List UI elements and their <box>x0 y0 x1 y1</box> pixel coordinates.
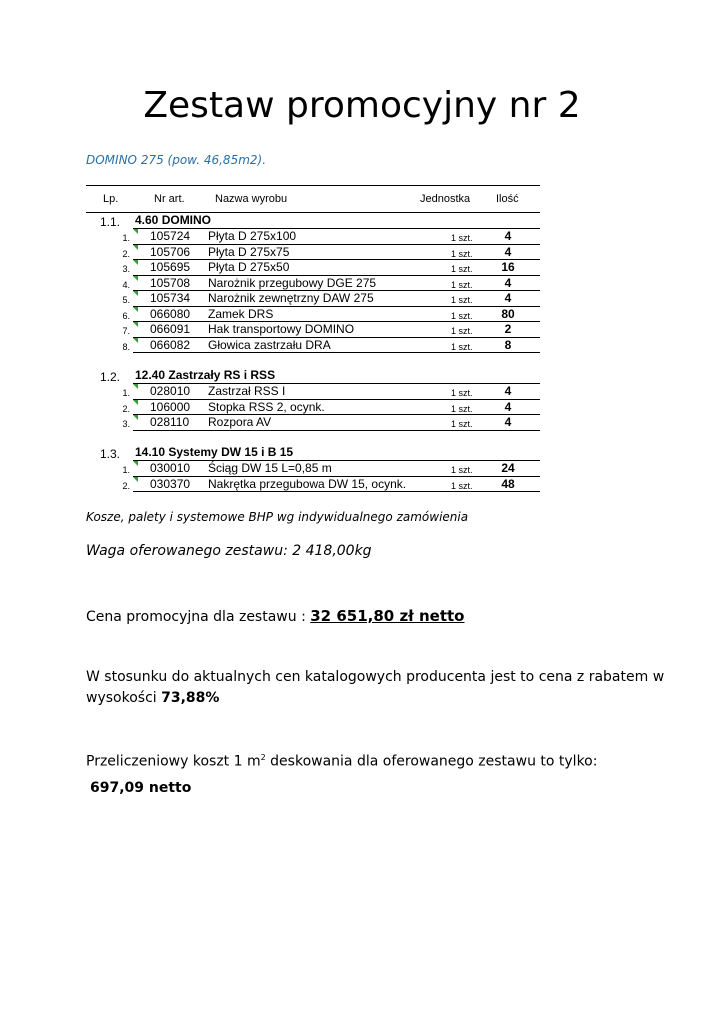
row-top-rule <box>133 244 540 245</box>
row-ilosc: 4 <box>504 244 512 259</box>
row-nr-art: 066091 <box>150 322 191 336</box>
row-top-rule <box>133 337 540 338</box>
row-top-rule <box>133 383 540 384</box>
group-bottom-rule <box>133 352 540 353</box>
table-top-rule <box>86 185 540 186</box>
row-lp: 8. <box>122 341 130 352</box>
row-nazwa: Nakrętka przegubowa DW 15, ocynk. <box>208 476 407 491</box>
row-jednostka: 1 szt. <box>451 264 473 274</box>
price-line <box>86 606 464 628</box>
row-nazwa: Narożnik przegubowy DGE 275 <box>208 275 377 290</box>
group-number: 1.3. <box>100 447 121 461</box>
row-nazwa: Płyta D 275x75 <box>208 244 290 259</box>
row-nr-art: 030010 <box>150 461 191 475</box>
row-ilosc: 4 <box>504 291 512 305</box>
group-bottom-rule <box>133 491 540 492</box>
row-nazwa: Płyta D 275x100 <box>208 229 297 243</box>
row-nr-art: 028010 <box>150 384 191 398</box>
row-marker-icon <box>133 260 138 265</box>
group-bottom-rule <box>133 430 540 431</box>
row-marker-icon <box>133 307 138 312</box>
row-marker-icon <box>133 276 138 281</box>
row-jednostka: 1 szt. <box>451 388 473 398</box>
row-marker-icon <box>133 415 138 420</box>
row-nazwa: Zastrzał RSS I <box>208 384 286 398</box>
row-ilosc: 4 <box>504 229 512 243</box>
row-top-rule <box>133 399 540 400</box>
row-ilosc: 4 <box>504 384 512 398</box>
row-nazwa: Stopka RSS 2, ocynk. <box>208 399 325 414</box>
cost-superscript: 2 <box>260 753 266 762</box>
row-jednostka: 1 szt. <box>451 403 473 414</box>
row-nr-art: 106000 <box>150 399 191 414</box>
row-nr-art: 066082 <box>150 337 191 352</box>
row-lp: 5. <box>122 295 130 305</box>
row-marker-icon <box>133 229 138 234</box>
row-nazwa: Zamek DRS <box>208 306 274 321</box>
cost-prefix: Przeliczeniowy koszt 1 m <box>86 753 261 770</box>
subtitle: DOMINO 275 (pow. 46,85m2). <box>86 153 267 167</box>
row-marker-icon <box>133 322 138 327</box>
header-nazwa: Nazwa wyrobu <box>215 193 288 205</box>
row-ilosc: 24 <box>501 461 515 475</box>
row-lp: 2. <box>122 403 130 414</box>
row-nazwa: Głowica zastrzału DRA <box>208 337 331 352</box>
row-marker-icon <box>133 338 138 343</box>
row-ilosc: 2 <box>504 322 512 336</box>
row-jednostka: 1 szt. <box>451 248 473 259</box>
row-nr-art: 066080 <box>150 306 191 321</box>
row-jednostka: 1 szt. <box>451 341 473 352</box>
discount-line1: W stosunku do aktualnych cen katalogowych producenta jest to cena z rabatem w <box>86 669 665 685</box>
cost-value: 697,09 netto <box>90 780 192 796</box>
discount-prefix: wysokości <box>86 690 162 706</box>
row-nazwa: Rozpora AV <box>208 415 272 429</box>
row-ilosc: 80 <box>501 306 515 321</box>
row-top-rule <box>133 228 540 229</box>
row-lp: 7. <box>122 326 130 336</box>
row-nr-art: 030370 <box>150 476 191 491</box>
row-marker-icon <box>133 245 138 250</box>
discount-line2 <box>86 688 664 709</box>
row-nazwa: Hak transportowy DOMINO <box>208 322 355 336</box>
header-ilosc: Ilość <box>496 193 519 205</box>
row-ilosc: 16 <box>501 260 515 274</box>
group-name: 14.10 Systemy DW 15 i B 15 <box>135 445 294 459</box>
row-marker-icon <box>133 477 138 482</box>
row-lp: 3. <box>122 419 130 429</box>
group-number: 1.1. <box>100 215 121 229</box>
note: Kosze, palety i systemowe BHP wg indywidualnego zamówienia <box>86 510 469 524</box>
row-nr-art: 105734 <box>150 291 191 305</box>
row-lp: 3. <box>122 264 130 274</box>
price-label: Cena promocyjna dla zestawu : <box>86 609 311 625</box>
row-ilosc: 8 <box>504 337 512 352</box>
price-value: 32 651,80 zł netto <box>310 607 465 625</box>
header-jednostka: Jednostka <box>420 193 471 205</box>
discount-value: 73,88% <box>161 690 220 706</box>
row-top-rule <box>133 259 540 260</box>
row-jednostka: 1 szt. <box>451 279 473 290</box>
group-number: 1.2. <box>100 370 121 384</box>
weight-text: Waga oferowanego zestawu: 2 418,00kg <box>86 543 372 559</box>
row-top-rule <box>133 414 540 415</box>
row-jednostka: 1 szt. <box>451 310 473 321</box>
row-marker-icon <box>133 384 138 389</box>
group-name: 12.40 Zastrzały RS i RSS <box>135 368 276 382</box>
row-ilosc: 48 <box>501 476 515 491</box>
row-top-rule <box>133 306 540 307</box>
row-nr-art: 105724 <box>150 229 191 243</box>
row-lp: 1. <box>122 233 130 243</box>
discount-paragraph <box>86 667 664 709</box>
row-marker-icon <box>133 461 138 466</box>
cost-line <box>86 747 597 773</box>
row-nr-art: 105706 <box>150 244 191 259</box>
row-ilosc: 4 <box>504 415 512 429</box>
row-lp: 6. <box>122 310 130 321</box>
row-jednostka: 1 szt. <box>451 233 473 243</box>
row-jednostka: 1 szt. <box>451 465 473 475</box>
row-top-rule <box>133 460 540 461</box>
row-jednostka: 1 szt. <box>451 295 473 305</box>
row-jednostka: 1 szt. <box>451 419 473 429</box>
row-lp: 1. <box>122 388 130 398</box>
row-nazwa: Ściąg DW 15 L=0,85 m <box>208 461 332 475</box>
row-nazwa: Płyta D 275x50 <box>208 260 290 274</box>
row-marker-icon <box>133 400 138 405</box>
row-lp: 4. <box>122 279 130 290</box>
row-nr-art: 105708 <box>150 275 191 290</box>
row-lp: 2. <box>122 248 130 259</box>
row-nr-art: 028110 <box>150 415 190 429</box>
header-nr-art: Nr art. <box>154 193 185 205</box>
row-lp: 2. <box>122 480 130 491</box>
row-nr-art: 105695 <box>150 260 191 274</box>
row-nazwa: Narożnik zewnętrzny DAW 275 <box>208 291 374 305</box>
cost-suffix: deskowania dla oferowanego zestawu to tylko: <box>265 753 598 770</box>
group-name: 4.60 DOMINO <box>135 213 212 227</box>
row-jednostka: 1 szt. <box>451 480 473 491</box>
row-marker-icon <box>133 291 138 296</box>
row-ilosc: 4 <box>504 399 512 414</box>
header-lp: Lp. <box>103 193 119 205</box>
row-jednostka: 1 szt. <box>451 326 473 336</box>
page-title: Zestaw promocyjny nr 2 <box>143 85 581 126</box>
row-ilosc: 4 <box>504 275 512 290</box>
row-lp: 1. <box>122 465 130 475</box>
